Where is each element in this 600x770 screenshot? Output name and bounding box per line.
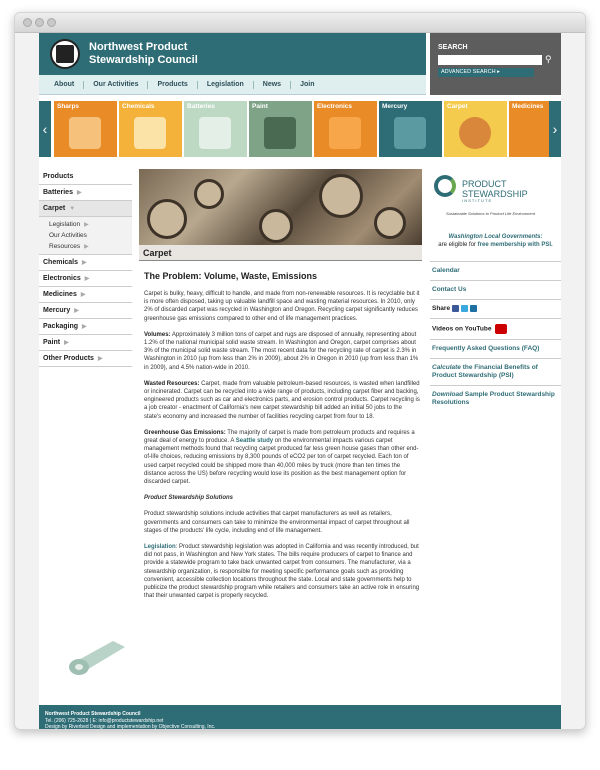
chevron-right-icon: ▶: [82, 260, 87, 266]
cfl-bulb-icon: [394, 117, 426, 149]
sidebar-item-paint[interactable]: Paint ▶: [39, 335, 132, 351]
youtube-link[interactable]: Videos on YouTube: [430, 318, 561, 339]
linkedin-icon[interactable]: [470, 305, 477, 312]
page-title: Carpet: [139, 245, 422, 261]
category-batteries[interactable]: Batteries: [184, 101, 247, 157]
carousel-prev-arrow-icon[interactable]: ‹: [39, 101, 51, 157]
nav-news[interactable]: News: [254, 81, 291, 89]
advanced-search-button[interactable]: ADVANCED SEARCH ▸: [438, 68, 534, 77]
carpet-roll-graphic-icon: [67, 633, 127, 679]
youtube-icon: [495, 324, 507, 334]
page: [39, 33, 561, 730]
chevron-right-icon: ▶: [74, 308, 79, 314]
chevron-right-icon: ▶: [97, 356, 103, 362]
sidebar-subitem-resources[interactable]: Resources ▶: [49, 243, 89, 250]
close-dot[interactable]: [23, 18, 32, 27]
site-footer: Northwest Product Stewardship Council Tel. (206) 725-2628 | E: info@productstewardship.net Design by Riverbed Design and implementation by Objective Consulting, Inc.: [39, 705, 561, 730]
right-sidebar-links: [430, 261, 561, 412]
chevron-right-icon: ▶: [76, 190, 82, 196]
minimize-dot[interactable]: [35, 18, 44, 27]
nav-legislation[interactable]: Legislation: [198, 81, 254, 89]
nav-about[interactable]: About: [45, 81, 84, 89]
section-heading: The Problem: Volume, Waste, Emissions: [144, 271, 318, 281]
nav-join[interactable]: Join: [300, 80, 315, 88]
search-input[interactable]: [438, 55, 542, 65]
twitter-icon[interactable]: [461, 305, 468, 312]
legislation-paragraph: Legislation: Product stewardship legislation was adopted in California and was recently introduced, but did not pass, in Washington and New York states. The bills require producers of carpet to finance and provide a statewide program to take back unwanted carpet from consumers. The manufacturer, via a stewardship organization, is responsible for meeting specific performance goals such as providing convenient, accessible collection locations throughout the state. Local and state governments help to publicize the product stewardship program while retailers and consumers take an active role in ensuring that their unwanted carpet is properly recycled.: [144, 544, 420, 600]
sidebar-item-other-products[interactable]: Other Products ▶: [39, 351, 132, 367]
calculate-benefits-link[interactable]: Calculate the Financial Benefits of Product Stewardship (PSI): [430, 358, 561, 385]
chevron-right-icon: ▶: [84, 276, 90, 282]
carousel-next-arrow-icon[interactable]: ›: [549, 101, 561, 157]
site-title[interactable]: Northwest Product Stewardship Council: [89, 41, 198, 66]
browser-chrome: [15, 13, 585, 33]
site-header: [39, 33, 426, 75]
share-row: Share: [430, 299, 561, 318]
solutions-heading: Product Stewardship Solutions: [144, 495, 234, 502]
chevron-right-icon: ▶: [84, 244, 89, 250]
zoom-dot[interactable]: [47, 18, 56, 27]
npsc-logo-icon[interactable]: [50, 39, 80, 69]
sidebar-item-batteries[interactable]: Batteries ▶: [39, 185, 132, 201]
psi-swirl-icon: [434, 175, 456, 197]
sidebar-subitem-legislation[interactable]: Legislation ▶: [49, 221, 89, 228]
carpet-submenu: [39, 217, 132, 255]
sidebar-item-products[interactable]: Products: [39, 169, 132, 185]
chevron-right-icon: ▶: [84, 222, 89, 228]
sidebar-item-chemicals[interactable]: Chemicals ▶: [39, 255, 132, 271]
chevron-right-icon: ▶: [80, 292, 86, 298]
category-sharps[interactable]: Sharps: [54, 101, 117, 157]
seattle-study-link[interactable]: Seattle study: [235, 438, 274, 445]
chevron-right-icon: ▶: [82, 324, 87, 330]
paint-can-icon: [264, 117, 296, 149]
volumes-paragraph: Volumes: Approximately 3 million tons of carpet and rugs are disposed of annually, representing about 1.2% of the national municipal solid waste stream. In Washington and Oregon, carpet comprises about 3% of the municipal solid waste stream. The most recent data for the recycling rate of carpet is 2.3% in Washington in 2010 (up from less than 2% in 2009), about 2% in Oregon in 2010 (up from less than 1% in 2009), and 4.5% nation-wide in 2010.: [144, 331, 419, 371]
psi-logo[interactable]: PRODUCT STEWARDSHIP I N S T I T U T E Sustainable Solutions to Product Life Environment: [430, 171, 561, 231]
intro-paragraph: Carpet is bulky, heavy, difficult to handle, and made from non-renewable resources. It is recyclable but it is more often disposed, taking up valuable landfill space and wasting material resources. In 2010, only 2% of discarded carpet was recycled in Washington and Oregon. Recycling carpet significantly reduces greenhouse gas emissions compared to other end of life management practices.: [144, 291, 420, 322]
carpet-roll-icon: [459, 117, 491, 149]
download-resolutions-link[interactable]: Download Sample Product Stewardship Resolutions: [430, 385, 561, 412]
category-paint[interactable]: Paint: [249, 101, 312, 157]
sidebar-item-mercury[interactable]: Mercury ▶: [39, 303, 132, 319]
facebook-icon[interactable]: [452, 305, 459, 312]
ghg-paragraph: Greenhouse Gas Emissions: The majority of carpet is made from petroleum products and requires a great deal of energy to produce. A Seattle study on the environmental impacts various carpet management methods found that recycling carpet produced far less green house gases than other end-of-life choices, reducing emissions by 8,300 pounds of eCO2 per ton of carpet recycled. Each ton of used carpet recycled could be shipped more than 40,000 miles by truck (more than ten times the distance across the US) before recycling would lose its position as the best management option for discarded carpet.: [144, 429, 419, 486]
sidebar-subitem-our-activities[interactable]: Our Activities: [49, 232, 87, 239]
search-icon[interactable]: ⚲: [545, 54, 552, 64]
search-panel: [430, 33, 561, 95]
syringe-icon: [69, 117, 101, 149]
chevron-right-icon: ▶: [64, 340, 69, 346]
wasted-resources-paragraph: Wasted Resources: Carpet, made from valuable petroleum-based resources, is wasted when landfilled or incinerated. Carpet can be recycled into a wide range of products, including carpet fiber and backing, engineered products such as car and electronics parts, and erosion control products. Carpet recycling is a job creator - enactment of California's new carpet stewardship bill added an initial 50 jobs to the state's economy and increased the number of facilities recycling carpet from four to 18.: [144, 380, 420, 420]
browser-window: [14, 12, 586, 730]
category-carpet[interactable]: Carpet: [444, 101, 507, 157]
main-nav: [39, 75, 426, 95]
faq-link[interactable]: Frequently Asked Questions (FAQ): [430, 339, 561, 358]
sidebar-item-carpet[interactable]: Carpet ▼: [39, 201, 132, 217]
contact-link[interactable]: Contact Us: [430, 280, 561, 299]
nav-products[interactable]: Products: [148, 81, 197, 89]
solutions-paragraph: Product stewardship solutions include activities that carpet manufacturers as well as retailers, governments and consumers can take to minimize the environmental impact of carpet throughout all stages of the products' life cycle, including end of life management.: [144, 511, 410, 534]
psi-membership-link[interactable]: free membership with PSI.: [477, 242, 553, 248]
sidebar-item-packaging[interactable]: Packaging ▶: [39, 319, 132, 335]
category-carousel: [39, 101, 561, 157]
flask-icon: [134, 117, 166, 149]
sidebar-item-electronics[interactable]: Electronics ▶: [39, 271, 132, 287]
category-electronics[interactable]: Electronics: [314, 101, 377, 157]
product-sidebar: [39, 169, 132, 367]
chip-icon: [329, 117, 361, 149]
battery-icon: [199, 117, 231, 149]
category-mercury[interactable]: Mercury: [379, 101, 442, 157]
sidebar-item-medicines[interactable]: Medicines ▶: [39, 287, 132, 303]
psi-membership-note: Washington Local Governments: are eligible for free membership with PSI.: [438, 234, 553, 248]
search-label: SEARCH: [438, 44, 468, 51]
legislation-link[interactable]: Legislation: [144, 544, 176, 551]
category-chemicals[interactable]: Chemicals: [119, 101, 182, 157]
main-content: [144, 271, 420, 609]
carpet-hero-image: [139, 169, 422, 245]
calendar-link[interactable]: Calendar: [430, 261, 561, 280]
category-medicines[interactable]: Medicines: [509, 101, 549, 157]
nav-our-activities[interactable]: Our Activities: [84, 81, 148, 89]
chevron-down-icon: ▼: [69, 206, 76, 212]
